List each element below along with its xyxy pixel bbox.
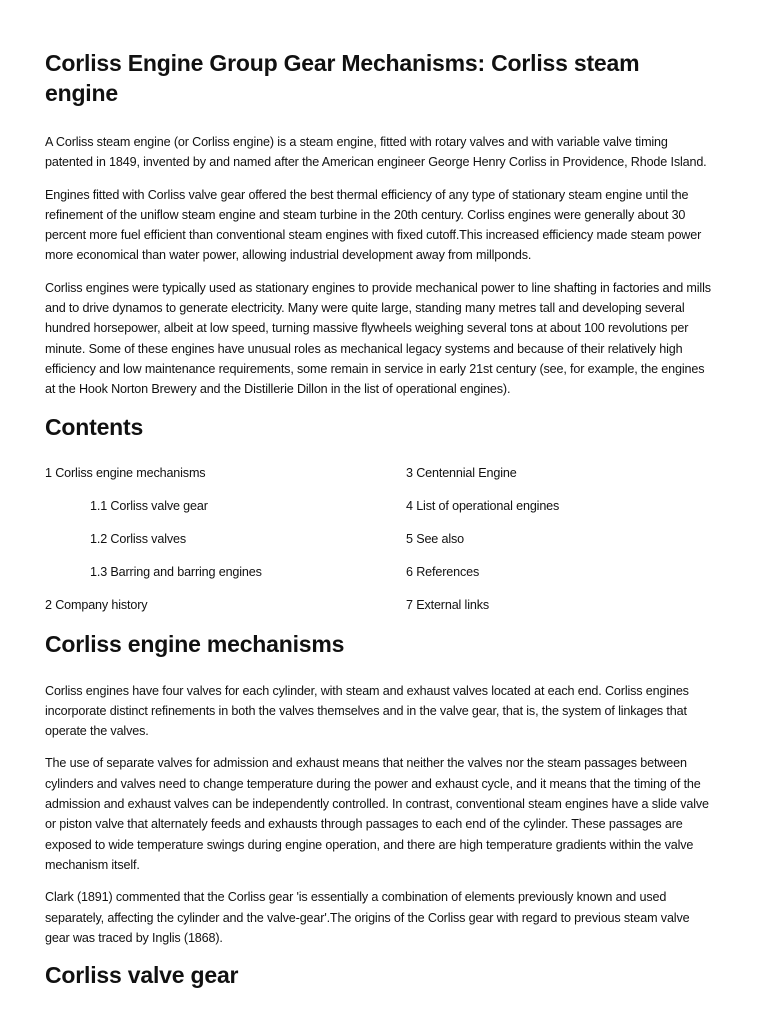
toc-right-column [406, 464, 716, 629]
table-of-contents [45, 464, 716, 629]
toc-item-centennial-engine[interactable]: 3 Centennial Engine [406, 465, 517, 480]
intro-paragraph-1: A Corliss steam engine (or Corliss engine) is a steam engine, fitted with rotary valves and with variable valve timing patented in 1849, invented by and named after the American engineer George Henry Corliss in Providence, Rhode Island. [45, 135, 707, 170]
intro-paragraph-3: Corliss engines were typically used as stationary engines to provide mechanical power to line shafting in factories and mills and to drive dynamos to generate electricity. Many were quite large, standing many metres tall and developing several hundred horsepower, albeit at low speed, turning massive flywheels weighing several tons at about 100 revolutions per minute. Some of these engines have unusual roles as mechanical legacy systems and because of their relatively high efficiency and low maintenance requirements, some remain in service in early 21st century (see, for example, the engines at the Hook Norton Brewery and the Distillerie Dillon in the list of operational engines). [45, 280, 711, 397]
section-heading-mechanisms: Corliss engine mechanisms [45, 630, 345, 657]
toc-item-corliss-valve-gear[interactable]: 1.1 Corliss valve gear [90, 498, 208, 513]
contents-heading: Contents [45, 413, 144, 440]
section1-paragraph-2: The use of separate valves for admission and exhaust means that neither the valves nor the steam passages between cylinders and valves need to change temperature during the power and exhaust cycle, and it means that the timing of the admission and exhaust valves can be independently controlled. In contrast, conventional steam engines have a slide valve or piston valve that alternately feeds and exhausts through passages to each end of the cylinder. These passages are exposed to wide temperature swings during engine operation, and there are high temperature gradients within the valve mechanism itself. [45, 756, 709, 872]
section-heading-valve-gear: Corliss valve gear [45, 962, 239, 989]
intro-paragraph-2: Engines fitted with Corliss valve gear offered the best thermal efficiency of any type of stationary steam engine until the refinement of the uniflow steam engine and steam turbine in the 20th century. Corliss engines were generally about 30 percent more fuel efficient than conventional steam engines with fixed cutoff.This increased efficiency made steam power more economical than water power, allowing industrial development away from millponds. [45, 187, 702, 263]
toc-item-barring-engines[interactable]: 1.3 Barring and barring engines [90, 564, 262, 579]
toc-item-see-also[interactable]: 5 See also [406, 531, 465, 546]
toc-item-operational-engines[interactable]: 4 List of operational engines [406, 498, 560, 513]
toc-left-column [45, 464, 406, 629]
toc-item-external-links[interactable]: 7 External links [406, 597, 489, 612]
document-title: Corliss Engine Group Gear Mechanisms: Corliss steam engine [45, 50, 640, 106]
section1-paragraph-1: Corliss engines have four valves for each cylinder, with steam and exhaust valves located at each end. Corliss engines incorporate distinct refinements in both the valves themselves and in the valve gear, that is, the system of linkages that operate the valves. [45, 683, 689, 739]
toc-item-corliss-engine-mechanisms[interactable]: 1 Corliss engine mechanisms [45, 465, 206, 480]
toc-item-company-history[interactable]: 2 Company history [45, 597, 148, 612]
toc-item-corliss-valves[interactable]: 1.2 Corliss valves [90, 531, 186, 546]
section1-paragraph-3: Clark (1891) commented that the Corliss gear 'is essentially a combination of elements previously known and used separately, affecting the cylinder and the valve-gear'.The origins of the Corliss gear with regard to previous steam valve gear was traced by Inglis (1868). [45, 890, 690, 945]
toc-item-references[interactable]: 6 References [406, 564, 480, 579]
